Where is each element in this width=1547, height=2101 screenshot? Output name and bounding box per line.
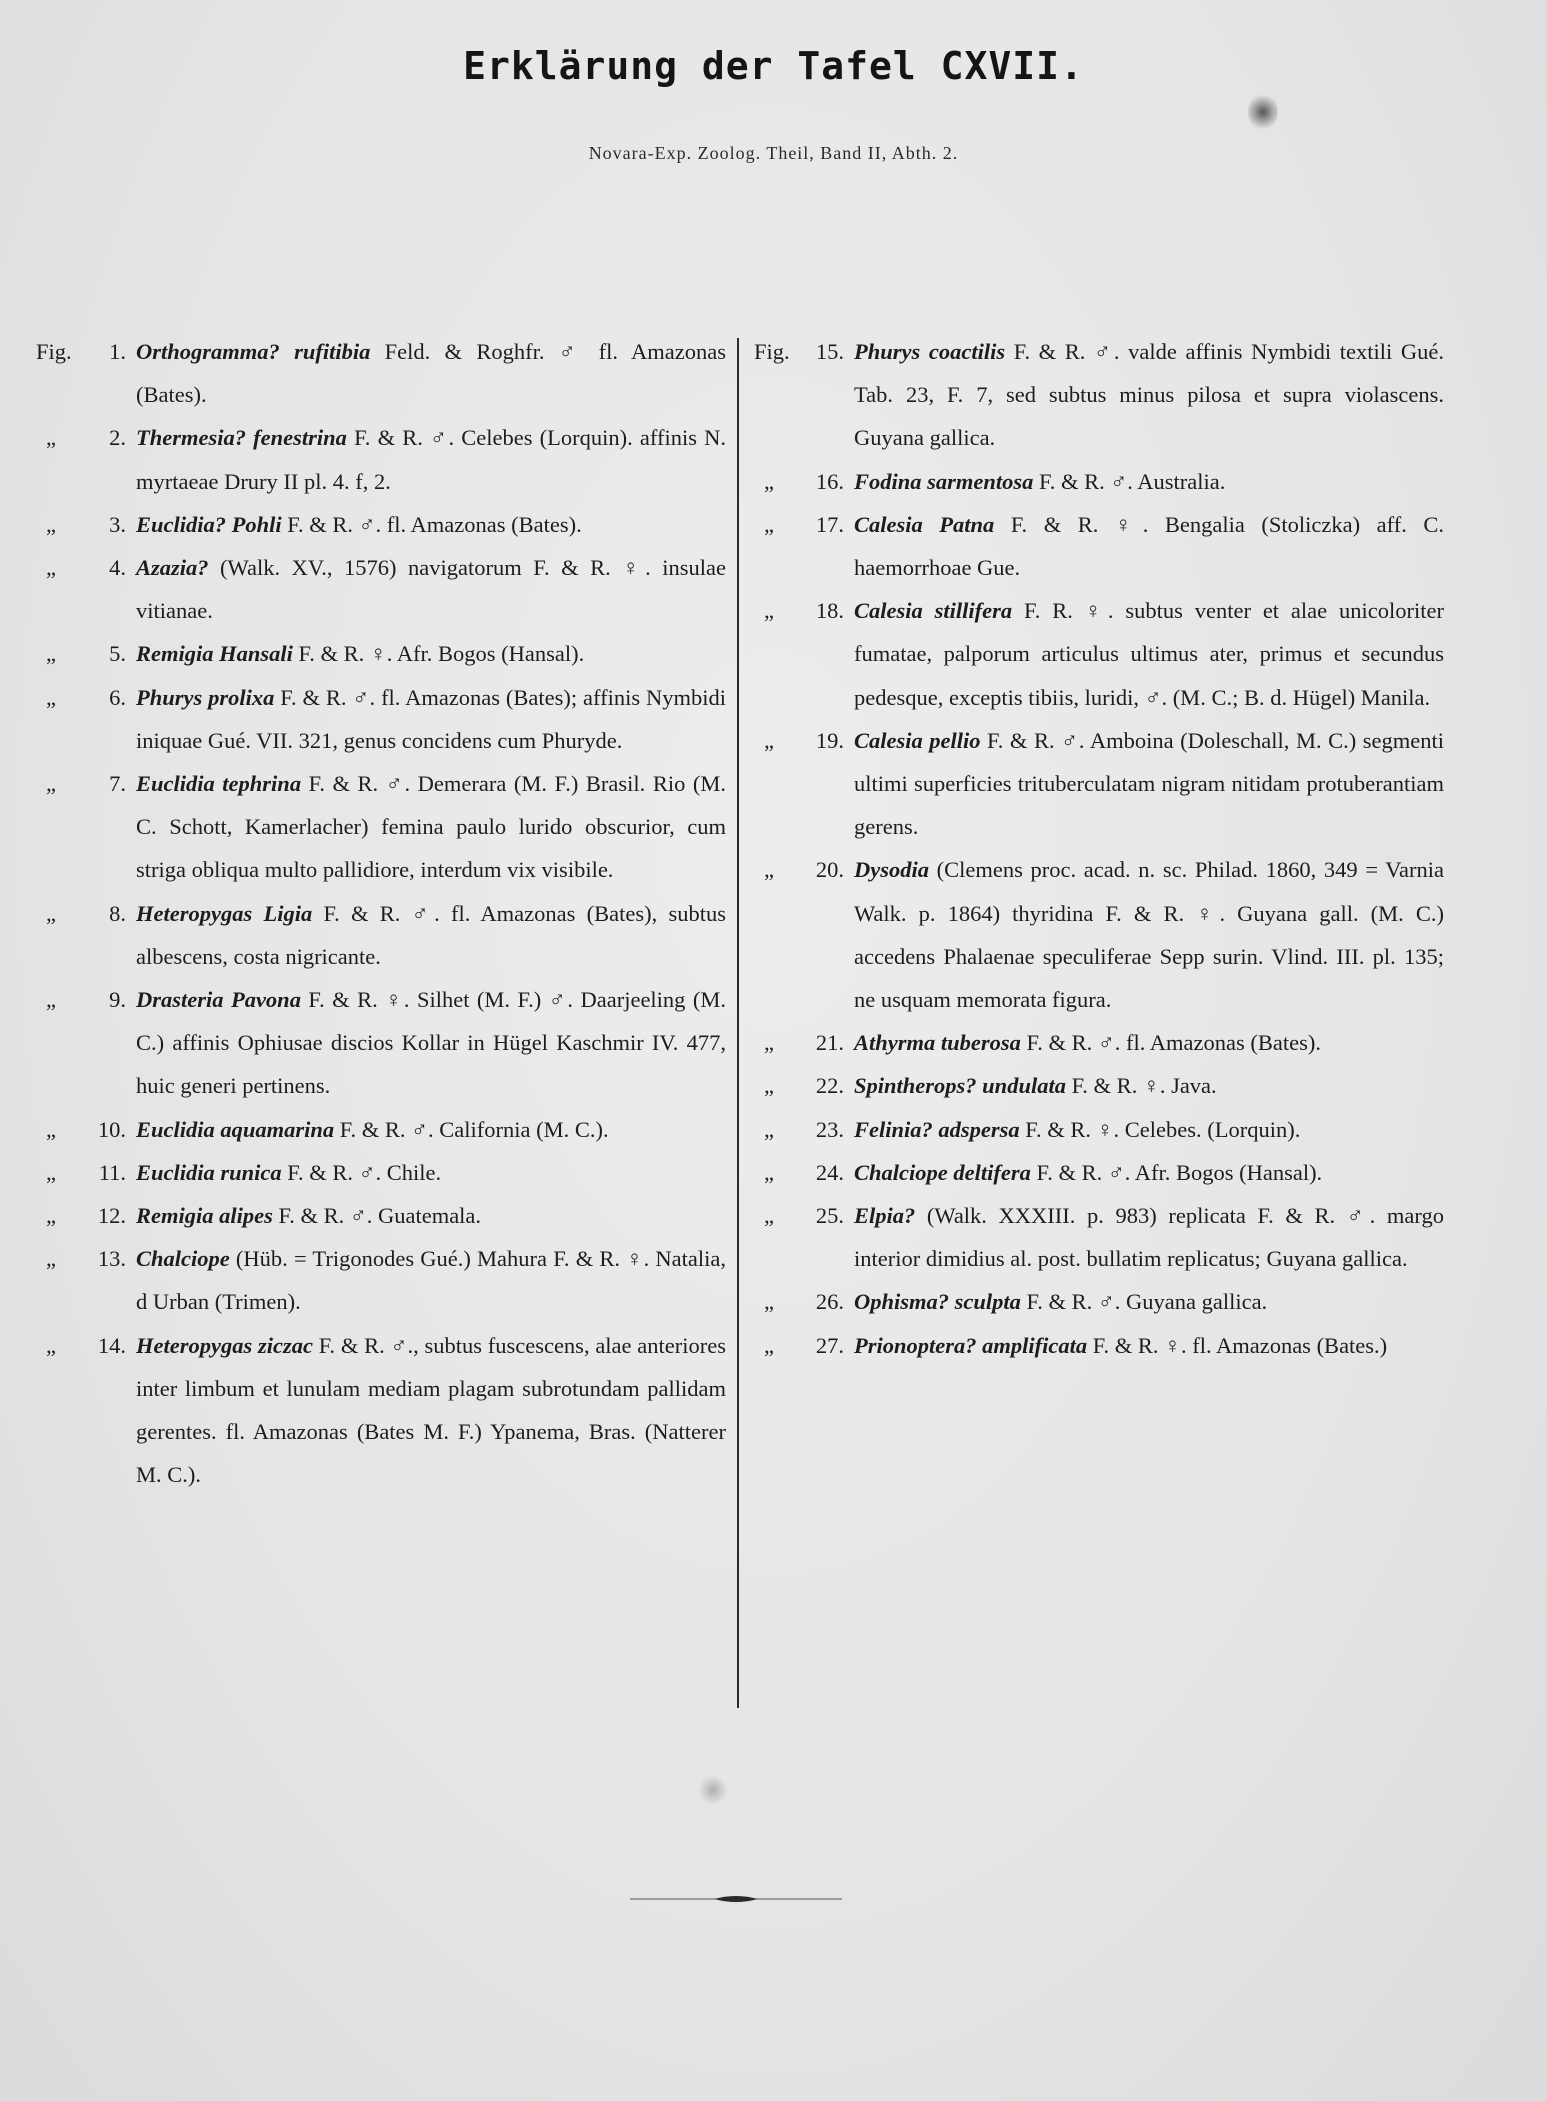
species-name: Athyrma tuberosa xyxy=(854,1030,1021,1056)
species-description: F. & R. ♂. Guatemala. xyxy=(272,1203,482,1229)
entry-prefix xyxy=(36,503,136,546)
ditto-mark: „ xyxy=(46,555,56,581)
figure-entry xyxy=(36,546,726,632)
species-description: F. & R. ♀. Silhet (M. F.) ♂. Daarjeeling (M. C.) affinis Ophiusae discios Kollar in Hügel Kaschmir IV. 477, huic generi pertinens. xyxy=(136,987,727,1099)
column-divider xyxy=(737,338,739,1708)
entry-prefix xyxy=(754,1280,854,1323)
entry-text xyxy=(854,460,1444,503)
entry-text xyxy=(854,1064,1444,1107)
figure-entry xyxy=(754,503,1444,589)
figure-entry xyxy=(754,1280,1444,1323)
species-name: Euclidia runica xyxy=(136,1159,282,1185)
ditto-mark: „ xyxy=(46,1203,56,1229)
figure-number: 7. xyxy=(109,771,126,797)
species-name: Felinia? adspersa xyxy=(854,1116,1020,1142)
entry-text xyxy=(136,676,726,762)
entry-prefix xyxy=(36,632,136,675)
ditto-mark: „ xyxy=(764,1073,774,1099)
left-column xyxy=(36,330,726,1496)
entry-prefix xyxy=(754,719,854,849)
figure-number: 9. xyxy=(109,987,126,1013)
species-name: Elpia? xyxy=(854,1203,916,1229)
figure-number: 20. xyxy=(815,857,844,883)
figure-number: 3. xyxy=(109,511,126,537)
figure-entry xyxy=(754,589,1444,719)
ditto-mark: „ xyxy=(764,468,774,494)
entry-text xyxy=(136,1151,726,1194)
figure-entry xyxy=(36,503,726,546)
entry-text xyxy=(136,1194,726,1237)
entry-prefix xyxy=(754,1108,854,1151)
entry-text xyxy=(136,416,726,502)
figure-entry xyxy=(36,416,726,502)
figure-number: 21. xyxy=(815,1030,844,1056)
figure-number: 16. xyxy=(815,468,844,494)
figure-number: 14. xyxy=(97,1332,126,1358)
species-description: F. & R. ♂. Demerara (M. F.) Brasil. Rio (M. C. Schott, Kamerlacher) femina paulo lurido obscurior, cum striga obliqua multo pallidiore, interdum vix visibile. xyxy=(136,771,726,883)
ditto-mark: „ xyxy=(764,857,774,883)
entry-text xyxy=(854,330,1444,460)
ditto-mark: „ xyxy=(46,1332,56,1358)
entry-text xyxy=(136,632,726,675)
species-name: Chalciope deltifera xyxy=(854,1159,1031,1185)
species-name: Drasteria Pavona xyxy=(136,987,301,1013)
entry-text xyxy=(136,1237,726,1323)
species-name: Fodina sarmentosa xyxy=(854,468,1034,494)
ditto-mark: „ xyxy=(764,1030,774,1056)
figure-number: 18. xyxy=(815,598,844,624)
entry-prefix xyxy=(754,848,854,1021)
figure-entry xyxy=(36,1108,726,1151)
figure-entry xyxy=(754,719,1444,849)
species-description: Feld. & Roghfr. ♂ fl. Amazonas (Bates). xyxy=(136,339,726,408)
species-name: Euclidia tephrina xyxy=(136,771,302,797)
entry-prefix xyxy=(754,1194,854,1280)
page-title: Erklärung der Tafel CXVII. xyxy=(463,44,1084,88)
species-description: F. & R. ♂. California (M. C.). xyxy=(334,1116,609,1142)
fig-label: Fig. xyxy=(36,339,72,364)
entry-text xyxy=(136,330,726,416)
species-name: Azazia? xyxy=(136,555,209,581)
species-description: F. & R. ♂., subtus fuscescens, alae anteriores inter limbum et lunulam mediam plagam subrotundam pallidam gerentes. fl. Amazonas (Bates M. F.) Ypanema, Bras. (Natterer M. C.). xyxy=(136,1332,726,1488)
ditto-mark: „ xyxy=(46,641,56,667)
ditto-mark: „ xyxy=(764,598,774,624)
entry-prefix xyxy=(36,1194,136,1237)
species-name: Thermesia? fenestrina xyxy=(136,425,347,451)
species-name: Euclidia? Pohli xyxy=(136,511,282,537)
species-description: F. & R. ♂. Chile. xyxy=(281,1159,442,1185)
figure-entry xyxy=(36,1324,726,1497)
figure-entry xyxy=(754,1151,1444,1194)
figure-number: 2. xyxy=(109,425,126,451)
figure-entry xyxy=(754,1064,1444,1107)
ditto-mark: „ xyxy=(764,1159,774,1185)
figure-entry xyxy=(754,1021,1444,1064)
ditto-mark: „ xyxy=(46,684,56,710)
species-name: Calesia pellio xyxy=(854,727,981,753)
species-name: Phurys coactilis xyxy=(854,339,1006,364)
entry-text xyxy=(854,503,1444,589)
species-description: F. & R. ♂. Guyana gallica. xyxy=(1020,1289,1268,1315)
species-name: Heteropygas Ligia xyxy=(136,900,313,926)
figure-number: 15. xyxy=(815,339,844,364)
species-description: F. & R. ♂. Amboina (Doleschall, M. C.) segmenti ultimi superficies trituberculatam nigram nitidam protuberantiam gerens. xyxy=(854,727,1444,840)
species-name: Remigia alipes xyxy=(136,1203,273,1229)
ditto-mark: „ xyxy=(46,987,56,1013)
species-description: (Clemens proc. acad. n. sc. Philad. 1860, 349 = Varnia Walk. p. 1864) thyridina F. & R. ♀. Guyana gall. (M. C.) accedens Phalaenae speculiferae Sepp surin. Vlind. III. pl. 135; ne usquam memorata figura. xyxy=(854,857,1444,1013)
species-description: F. & R. ♂. valde affinis Nymbidi textili Gué. Tab. 23, F. 7, sed subtus minus pilosa et supra violascens. Guyana gallica. xyxy=(854,339,1444,451)
species-name: Dysodia xyxy=(854,857,929,883)
entry-text xyxy=(136,892,726,978)
figure-number: 26. xyxy=(815,1289,844,1315)
figure-entry xyxy=(36,978,726,1108)
species-description: (Walk. XV., 1576) navigatorum F. & R. ♀. insulae vitianae. xyxy=(136,555,726,624)
species-description: F. & R. ♂. fl. Amazonas (Bates); affinis Nymbidi iniquae Gué. VII. 321, genus concidens cum Phuryde. xyxy=(136,684,726,753)
entry-text xyxy=(136,503,726,546)
entry-text xyxy=(854,589,1444,719)
species-name: Prionoptera? amplificata xyxy=(854,1332,1088,1358)
entry-text xyxy=(854,1194,1444,1280)
entry-prefix xyxy=(36,978,136,1108)
species-description: F. R. ♀. subtus venter et alae unicoloriter fumatae, palporum articulus ultimus ater, primus et secundus pedesque, exceptis tibiis, luridi, ♂. (M. C.; B. d. Hügel) Manila. xyxy=(854,598,1444,710)
species-description: F. & R. ♀. Java. xyxy=(1065,1073,1217,1099)
ditto-mark: „ xyxy=(46,1159,56,1185)
figure-entry xyxy=(36,1237,726,1323)
species-description: F. & R. ♂. Celebes (Lorquin). affinis N. myrtaeae Drury II pl. 4. f, 2. xyxy=(136,425,726,494)
figure-entry xyxy=(36,1151,726,1194)
figure-number: 5. xyxy=(109,641,126,667)
species-name: Spintherops? undulata xyxy=(854,1073,1066,1099)
fig-label: Fig. xyxy=(754,339,790,364)
species-description: F. & R. ♂. Afr. Bogos (Hansal). xyxy=(1030,1159,1323,1185)
ditto-mark: „ xyxy=(46,425,56,451)
entry-prefix xyxy=(36,330,136,416)
ditto-mark: „ xyxy=(46,771,56,797)
species-name: Calesia Patna xyxy=(854,511,995,537)
entry-text xyxy=(854,1108,1444,1151)
figure-entry xyxy=(754,330,1444,460)
species-description: (Walk. XXXIII. p. 983) replicata F. & R. ♂. margo interior dimidius al. post. bullatim replicatus; Guyana gallica. xyxy=(854,1203,1444,1272)
figure-number: 4. xyxy=(109,555,126,581)
figure-entry xyxy=(754,1108,1444,1151)
entry-text xyxy=(136,1108,726,1151)
figure-number: 13. xyxy=(97,1246,126,1272)
entry-prefix xyxy=(754,330,854,460)
species-description: F. & R. ♀. Bengalia (Stoliczka) aff. C. haemorrhoae Gue. xyxy=(854,511,1444,581)
ditto-mark: „ xyxy=(764,1289,774,1315)
figure-number: 6. xyxy=(109,684,126,710)
species-description: F. & R. ♀. Celebes. (Lorquin). xyxy=(1019,1116,1301,1142)
entry-prefix xyxy=(36,546,136,632)
entry-prefix xyxy=(36,1108,136,1151)
figure-number: 17. xyxy=(815,511,844,537)
figure-number: 11. xyxy=(98,1159,126,1185)
figure-entry xyxy=(754,1324,1444,1367)
ditto-mark: „ xyxy=(46,1246,56,1272)
ditto-mark: „ xyxy=(46,900,56,926)
entry-text xyxy=(854,848,1444,1021)
ditto-mark: „ xyxy=(764,1116,774,1142)
figure-number: 24. xyxy=(815,1159,844,1185)
species-description: (Hüb. = Trigonodes Gué.) Mahura F. & R. ♀. Natalia, d Urban (Trimen). xyxy=(136,1246,726,1315)
entry-prefix xyxy=(754,1151,854,1194)
entry-text xyxy=(136,978,726,1108)
species-name: Phurys prolixa xyxy=(136,684,275,710)
entry-text xyxy=(854,719,1444,849)
species-name: Orthogramma? rufitibia xyxy=(136,339,371,364)
entry-text xyxy=(854,1021,1444,1064)
species-name: Euclidia aquamarina xyxy=(136,1116,335,1142)
figure-number: 19. xyxy=(815,727,844,753)
entry-text xyxy=(136,546,726,632)
entry-prefix xyxy=(754,1021,854,1064)
figure-entry xyxy=(36,892,726,978)
figure-number: 1. xyxy=(109,339,126,364)
right-column xyxy=(754,330,1444,1367)
figure-entry xyxy=(36,676,726,762)
species-description: F. & R. ♂. Australia. xyxy=(1033,468,1226,494)
ditto-mark: „ xyxy=(764,1203,774,1229)
figure-entry xyxy=(36,330,726,416)
entry-prefix xyxy=(754,1324,854,1367)
species-name: Calesia stillifera xyxy=(854,598,1013,624)
ink-spot xyxy=(1248,92,1278,132)
species-name: Chalciope xyxy=(136,1246,230,1272)
species-name: Remigia Hansali xyxy=(136,641,293,667)
entry-prefix xyxy=(36,1324,136,1497)
species-name: Ophisma? sculpta xyxy=(854,1289,1021,1315)
species-description: F. & R. ♀. Afr. Bogos (Hansal). xyxy=(292,641,585,667)
entry-prefix xyxy=(36,762,136,892)
paper-spot xyxy=(698,1775,728,1805)
entry-prefix xyxy=(36,1151,136,1194)
figure-number: 27. xyxy=(815,1332,844,1358)
ditto-mark: „ xyxy=(764,727,774,753)
species-description: F. & R. ♀. fl. Amazonas (Bates.) xyxy=(1087,1332,1388,1358)
ditto-mark: „ xyxy=(46,511,56,537)
species-description: F. & R. ♂. fl. Amazonas (Bates). xyxy=(281,511,582,537)
entry-prefix xyxy=(36,892,136,978)
ditto-mark: „ xyxy=(46,1116,56,1142)
entry-text xyxy=(854,1151,1444,1194)
entry-prefix xyxy=(754,503,854,589)
figure-number: 25. xyxy=(815,1203,844,1229)
entry-prefix xyxy=(754,460,854,503)
entry-prefix xyxy=(36,416,136,502)
ditto-mark: „ xyxy=(764,511,774,537)
figure-entry xyxy=(36,632,726,675)
figure-entry xyxy=(36,762,726,892)
figure-entry xyxy=(754,848,1444,1021)
entry-prefix xyxy=(754,1064,854,1107)
entry-text xyxy=(136,762,726,892)
figure-entry xyxy=(754,1194,1444,1280)
figure-number: 23. xyxy=(815,1116,844,1142)
figure-number: 10. xyxy=(97,1116,126,1142)
species-description: F. & R. ♂. fl. Amazonas (Bates), subtus albescens, costa nigricante. xyxy=(136,900,726,969)
end-ornament xyxy=(630,1893,842,1905)
species-description: F. & R. ♂. fl. Amazonas (Bates). xyxy=(1020,1030,1321,1056)
figure-entry xyxy=(754,460,1444,503)
entry-text xyxy=(136,1324,726,1497)
figure-number: 8. xyxy=(109,900,126,926)
page-subtitle: Novara-Exp. Zoolog. Theil, Band II, Abth. 2. xyxy=(588,143,959,163)
entry-prefix xyxy=(36,676,136,762)
entry-prefix xyxy=(754,589,854,719)
figure-entry xyxy=(36,1194,726,1237)
entry-prefix xyxy=(36,1237,136,1323)
entry-text xyxy=(854,1280,1444,1323)
figure-number: 12. xyxy=(97,1203,126,1229)
figure-number: 22. xyxy=(815,1073,844,1099)
ditto-mark: „ xyxy=(764,1332,774,1358)
entry-text xyxy=(854,1324,1444,1367)
species-name: Heteropygas ziczac xyxy=(136,1332,313,1358)
